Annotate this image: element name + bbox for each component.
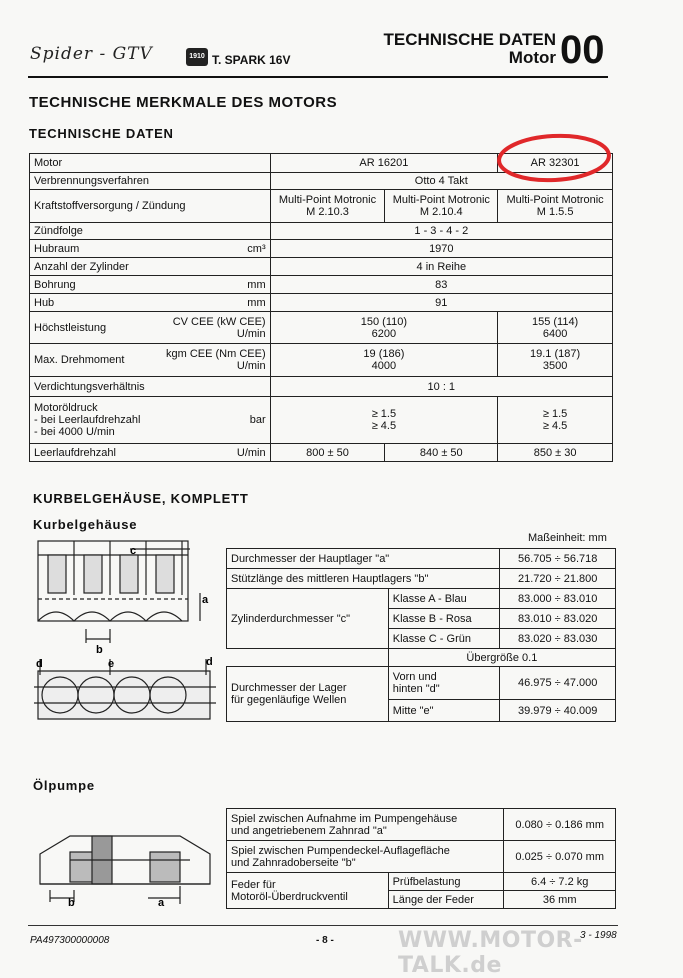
row-label: Spiel zwischen Aufnahme im Pumpengehäuse bbox=[231, 812, 458, 825]
crankcase-diagram-icon bbox=[30, 535, 220, 735]
model-name: T. SPARK 16V bbox=[212, 53, 291, 67]
tech-data-table bbox=[29, 153, 613, 462]
row-sublabel: Klasse B - Rosa bbox=[388, 609, 500, 629]
table-row bbox=[30, 258, 613, 276]
cell-value: Multi-Point Motronic M 2.10.4 bbox=[385, 190, 498, 223]
cell-value: 36 mm bbox=[504, 891, 616, 909]
watermark: WWW.MOTOR-TALK.de bbox=[398, 928, 583, 978]
cell-value: 800 ± 50 bbox=[270, 444, 385, 462]
row-label: Zylinderdurchmesser "c" bbox=[227, 589, 389, 649]
row-label: Verbrennungsverfahren bbox=[30, 173, 271, 190]
row-label: für gegenläufige Wellen bbox=[231, 694, 347, 706]
cell-value: 91 bbox=[270, 294, 612, 312]
diagram-label-d: d bbox=[36, 658, 43, 670]
row-unit: kgm CEE (Nm CEE) bbox=[165, 348, 266, 360]
cell-value: Otto 4 Takt bbox=[270, 173, 612, 190]
row-label: Motoröl-Überdruckventil bbox=[231, 891, 348, 903]
table-row bbox=[30, 444, 613, 462]
row-unit: U/min bbox=[236, 327, 266, 340]
row-sublabel: Länge der Feder bbox=[388, 891, 504, 909]
table-row bbox=[30, 377, 613, 397]
cell-value: 19 (186) bbox=[363, 348, 405, 360]
row-unit: CV CEE (kW CEE) bbox=[172, 315, 266, 328]
row-label-multi bbox=[227, 873, 389, 909]
row-label-multi bbox=[34, 402, 140, 438]
row-label-cell bbox=[30, 344, 271, 377]
page-number: - 8 - bbox=[316, 935, 334, 946]
row-label: Kraftstoffversorgung / Zündung bbox=[30, 190, 271, 223]
diagram-label-a: a bbox=[158, 897, 165, 908]
cell-value-pair bbox=[270, 344, 498, 377]
row-sublabel: Klasse C - Grün bbox=[388, 629, 500, 649]
table-row bbox=[227, 569, 616, 589]
row-label: Feder für bbox=[231, 879, 276, 891]
cell-value: ≥ 4.5 bbox=[371, 420, 397, 432]
cell-value-pair bbox=[498, 397, 613, 444]
row-label-cell bbox=[30, 312, 271, 344]
cell-value: 155 (114) bbox=[531, 315, 579, 328]
empty-cell bbox=[227, 649, 389, 667]
row-label: Bohrung bbox=[34, 278, 76, 291]
row-label: Anzahl der Zylinder bbox=[30, 258, 271, 276]
table-row bbox=[227, 549, 616, 569]
cell-value: 39.979 ÷ 40.009 bbox=[500, 700, 616, 722]
cell-value: ≥ 1.5 bbox=[542, 408, 568, 420]
row-unit: mm bbox=[247, 278, 266, 291]
row-sublabel: Klasse A - Blau bbox=[388, 589, 500, 609]
cell-value: 0.080 ÷ 0.186 mm bbox=[504, 809, 616, 841]
tech-data-heading: TECHNISCHE DATEN bbox=[29, 126, 174, 141]
footer-divider bbox=[28, 925, 618, 926]
diagram-label-c: c bbox=[130, 545, 137, 557]
row-label-cell bbox=[30, 276, 271, 294]
row-units bbox=[173, 316, 266, 340]
row-sublabel: Prüfbelastung bbox=[388, 873, 504, 891]
row-label-cell bbox=[30, 397, 271, 444]
row-label: Verdichtungsverhältnis bbox=[30, 377, 271, 397]
table-row bbox=[227, 589, 616, 609]
crankcase-heading: KURBELGEHÄUSE, KOMPLETT bbox=[33, 491, 249, 506]
diagram-label-e: e bbox=[108, 658, 115, 670]
oil-pump-heading: Ölpumpe bbox=[33, 778, 95, 793]
page-title: TECHNISCHE MERKMALE DES MOTORS bbox=[29, 94, 338, 111]
cell-value: 1970 bbox=[270, 240, 612, 258]
cell-value: 3500 bbox=[542, 360, 568, 372]
cell-value: 150 (110) bbox=[360, 315, 408, 328]
cell-value: 1 - 3 - 4 - 2 bbox=[270, 223, 612, 240]
cell-value: Multi-Point Motronic M 1.5.5 bbox=[498, 190, 613, 223]
cell-value: 840 ± 50 bbox=[385, 444, 498, 462]
table-row bbox=[30, 294, 613, 312]
edition-date: 3 - 1998 bbox=[580, 930, 617, 941]
crankcase-subheading: Kurbelgehäuse bbox=[33, 517, 138, 532]
row-label: Motor bbox=[30, 154, 271, 173]
table-row bbox=[30, 190, 613, 223]
cell-text: AR 32301 bbox=[530, 157, 580, 169]
cell-value: 4 in Reihe bbox=[270, 258, 612, 276]
cell-value: 83.010 ÷ 83.020 bbox=[500, 609, 616, 629]
row-units bbox=[166, 348, 266, 372]
table-row bbox=[227, 667, 616, 700]
row-label: Zündfolge bbox=[30, 223, 271, 240]
table-row bbox=[30, 312, 613, 344]
row-sublabel: Vorn und bbox=[392, 671, 437, 683]
row-label: Stützlänge des mittleren Hauptlagers "b" bbox=[227, 569, 500, 589]
row-label-cell bbox=[30, 240, 271, 258]
row-label: und angetriebenem Zahnrad "a" bbox=[231, 824, 387, 837]
cell-value: 83.020 ÷ 83.030 bbox=[500, 629, 616, 649]
table-row bbox=[30, 397, 613, 444]
cell-value: Übergröße 0.1 bbox=[388, 649, 615, 667]
row-label: Durchmesser der Lager bbox=[231, 682, 347, 694]
red-circle-annotation bbox=[500, 130, 610, 188]
cell-value: 6200 bbox=[371, 327, 397, 340]
row-label-cell bbox=[30, 444, 271, 462]
cell-value: 19.1 (187) bbox=[530, 348, 581, 360]
row-label: Spiel zwischen Pumpendeckel-Auflagefläche bbox=[231, 844, 450, 857]
diagram-label-b: b bbox=[68, 897, 75, 908]
row-label: - bei 4000 U/min bbox=[34, 426, 115, 438]
cell-value-pair bbox=[270, 312, 498, 344]
row-sublabel-multi bbox=[388, 667, 500, 700]
row-label: Höchstleistung bbox=[34, 321, 107, 334]
diagram-label-a: a bbox=[202, 594, 209, 606]
row-label-multi bbox=[227, 809, 504, 841]
diagram-label-d: d bbox=[206, 656, 213, 668]
table-row bbox=[30, 240, 613, 258]
cell-value: 850 ± 30 bbox=[498, 444, 613, 462]
row-sublabel: hinten "d" bbox=[392, 683, 440, 695]
cell-value: 21.720 ÷ 21.800 bbox=[500, 569, 616, 589]
cell-value-pair bbox=[498, 344, 613, 377]
cell-value: 0.025 ÷ 0.070 mm bbox=[504, 841, 616, 873]
table-row bbox=[227, 649, 616, 667]
cell-value: Multi-Point Motronic M 2.10.3 bbox=[270, 190, 385, 223]
table-row bbox=[30, 223, 613, 240]
brand-logo-script: Spider - GTV bbox=[30, 44, 153, 64]
table-row bbox=[30, 154, 613, 173]
row-label: Hubraum bbox=[34, 242, 80, 255]
row-label-multi bbox=[227, 667, 389, 722]
section-title-2: Motor bbox=[508, 48, 556, 67]
row-unit: U/min bbox=[236, 446, 266, 459]
cell-value: 4000 bbox=[371, 360, 397, 372]
cell-value: 83 bbox=[270, 276, 612, 294]
row-unit: U/min bbox=[236, 360, 266, 372]
unit-note: Maßeinheit: mm bbox=[528, 532, 607, 544]
row-label: Hub bbox=[34, 296, 55, 309]
section-title-1: TECHNISCHE DATEN bbox=[383, 30, 556, 49]
row-label: und Zahnradoberseite "b" bbox=[231, 856, 356, 869]
row-sublabel: Mitte "e" bbox=[388, 700, 500, 722]
doc-id: PA497300000008 bbox=[30, 935, 110, 946]
cell-value: 46.975 ÷ 47.000 bbox=[500, 667, 616, 700]
oil-pump-table bbox=[226, 808, 616, 909]
cell-value: 10 : 1 bbox=[270, 377, 612, 397]
row-label: Motoröldruck bbox=[34, 402, 98, 414]
row-label-cell bbox=[30, 294, 271, 312]
table-row bbox=[227, 841, 616, 873]
row-label: Max. Drehmoment bbox=[34, 354, 125, 366]
cell-value: 6400 bbox=[542, 327, 568, 340]
alfa-romeo-badge-icon: 1910 bbox=[186, 48, 208, 66]
row-label: Leerlaufdrehzahl bbox=[34, 446, 116, 459]
row-label: Durchmesser der Hauptlager "a" bbox=[227, 549, 500, 569]
cell-value: ≥ 4.5 bbox=[542, 420, 568, 432]
cell-value: 6.4 ÷ 7.2 kg bbox=[504, 873, 616, 891]
table-row bbox=[30, 344, 613, 377]
cell-value: 83.000 ÷ 83.010 bbox=[500, 589, 616, 609]
section-number: 00 bbox=[560, 28, 605, 72]
table-row bbox=[30, 276, 613, 294]
cell-value-pair bbox=[498, 312, 613, 344]
row-unit: bar bbox=[249, 414, 266, 426]
row-unit: cm³ bbox=[247, 242, 266, 255]
oil-pump-diagram-icon bbox=[30, 826, 220, 908]
crankcase-table bbox=[226, 548, 616, 722]
table-row bbox=[227, 873, 616, 891]
cell-value: AR 16201 bbox=[270, 154, 498, 173]
header-divider bbox=[28, 76, 608, 78]
cell-value: ≥ 1.5 bbox=[371, 408, 397, 420]
row-unit: mm bbox=[247, 296, 266, 309]
cell-value: 56.705 ÷ 56.718 bbox=[500, 549, 616, 569]
diagram-label-b: b bbox=[96, 644, 103, 656]
cell-value-circled bbox=[498, 154, 613, 173]
row-label: - bei Leerlaufdrehzahl bbox=[34, 414, 141, 426]
cell-value-pair bbox=[270, 397, 498, 444]
row-label-multi bbox=[227, 841, 504, 873]
table-row bbox=[227, 809, 616, 841]
